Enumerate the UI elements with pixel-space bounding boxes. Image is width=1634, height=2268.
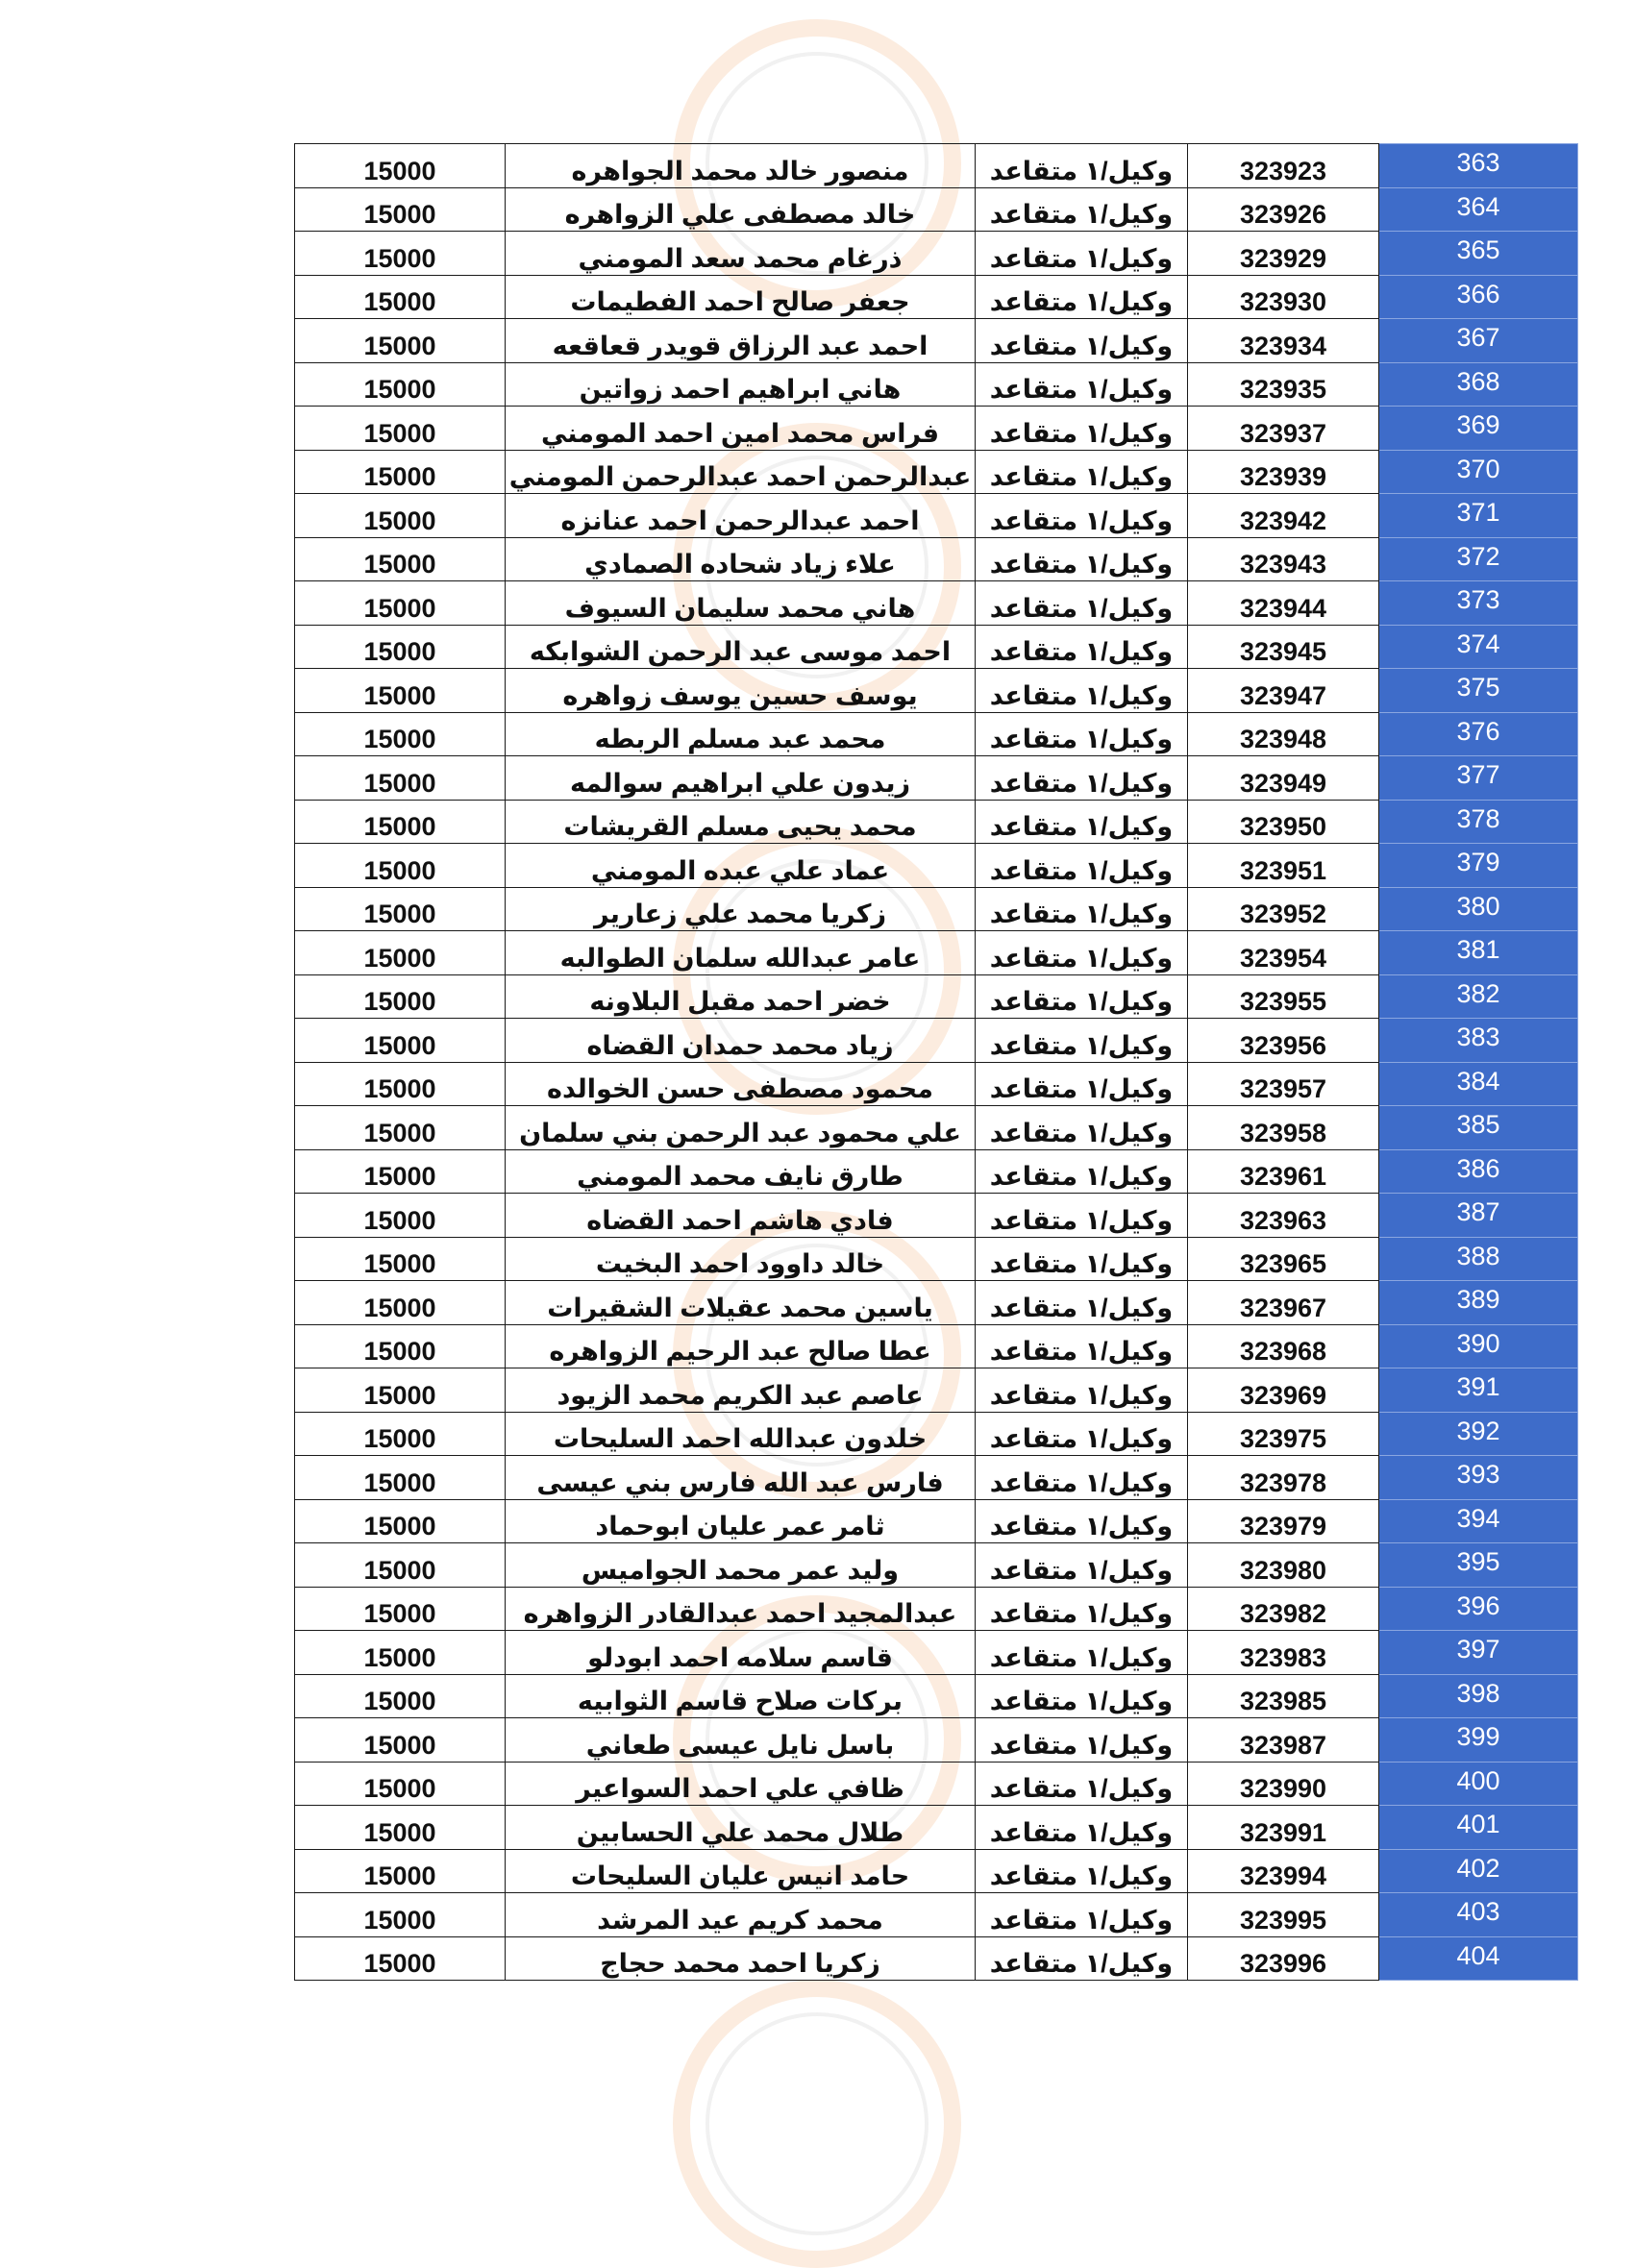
table-row [295, 1194, 1578, 1238]
amount-cell: 15000 [295, 1718, 506, 1763]
sequence-cell: 384 [1379, 1062, 1578, 1106]
watermark-clock [673, 1980, 961, 2268]
sequence-cell: 368 [1379, 362, 1578, 407]
rank-cell: وكيل/١ متقاعد [976, 362, 1188, 407]
sequence-cell: 370 [1379, 450, 1578, 494]
table-row [295, 712, 1578, 756]
id-number-cell: 323942 [1188, 494, 1379, 538]
sequence-cell: 403 [1379, 1893, 1578, 1937]
sequence-cell: 381 [1379, 931, 1578, 975]
id-number-cell: 323969 [1188, 1368, 1379, 1413]
name-cell: ذرغام محمد سعد المومني [506, 232, 976, 276]
table-row [295, 144, 1578, 188]
table-row [295, 1149, 1578, 1194]
id-number-cell: 323937 [1188, 407, 1379, 451]
id-number-cell: 323958 [1188, 1106, 1379, 1150]
rank-cell: وكيل/١ متقاعد [976, 1587, 1188, 1631]
sequence-cell: 396 [1379, 1587, 1578, 1631]
table-row [295, 1019, 1578, 1063]
amount-cell: 15000 [295, 1674, 506, 1718]
rank-cell: وكيل/١ متقاعد [976, 1281, 1188, 1325]
rank-cell: وكيل/١ متقاعد [976, 1762, 1188, 1806]
sequence-cell: 367 [1379, 319, 1578, 363]
id-number-cell: 323943 [1188, 537, 1379, 581]
name-cell: خالد مصطفى علي الزواهره [506, 187, 976, 232]
table-row [295, 1456, 1578, 1500]
sequence-cell: 378 [1379, 800, 1578, 844]
sequence-cell: 382 [1379, 974, 1578, 1019]
name-cell: احمد موسى عبد الرحمن الشوابكه [506, 625, 976, 669]
id-number-cell: 323930 [1188, 275, 1379, 319]
name-cell: وليد عمر محمد الجواميس [506, 1543, 976, 1588]
name-cell: زكريا احمد محمد حجاج [506, 1936, 976, 1981]
sequence-cell: 402 [1379, 1849, 1578, 1893]
rank-cell: وكيل/١ متقاعد [976, 1849, 1188, 1893]
amount-cell: 15000 [295, 581, 506, 626]
rank-cell: وكيل/١ متقاعد [976, 1368, 1188, 1413]
id-number-cell: 323948 [1188, 712, 1379, 756]
sequence-cell: 388 [1379, 1237, 1578, 1281]
amount-cell: 15000 [295, 1806, 506, 1850]
name-cell: باسل نايل عيسى طعاني [506, 1718, 976, 1763]
sequence-cell: 383 [1379, 1019, 1578, 1063]
sequence-cell: 385 [1379, 1106, 1578, 1150]
amount-cell: 15000 [295, 319, 506, 363]
id-number-cell: 323978 [1188, 1456, 1379, 1500]
amount-cell: 15000 [295, 232, 506, 276]
rank-cell: وكيل/١ متقاعد [976, 1631, 1188, 1675]
amount-cell: 15000 [295, 1936, 506, 1981]
table-row [295, 407, 1578, 451]
rank-cell: وكيل/١ متقاعد [976, 319, 1188, 363]
rank-cell: وكيل/١ متقاعد [976, 1149, 1188, 1194]
amount-cell: 15000 [295, 362, 506, 407]
amount-cell: 15000 [295, 1324, 506, 1368]
table-row [295, 1718, 1578, 1763]
table-row [295, 625, 1578, 669]
amount-cell: 15000 [295, 844, 506, 888]
rank-cell: وكيل/١ متقاعد [976, 1936, 1188, 1981]
amount-cell: 15000 [295, 669, 506, 713]
id-number-cell: 323995 [1188, 1893, 1379, 1937]
table-row [295, 1106, 1578, 1150]
rank-cell: وكيل/١ متقاعد [976, 1019, 1188, 1063]
rank-cell: وكيل/١ متقاعد [976, 1893, 1188, 1937]
rank-cell: وكيل/١ متقاعد [976, 887, 1188, 931]
id-number-cell: 323968 [1188, 1324, 1379, 1368]
rank-cell: وكيل/١ متقاعد [976, 1806, 1188, 1850]
amount-cell: 15000 [295, 275, 506, 319]
amount-cell: 15000 [295, 1237, 506, 1281]
rank-cell: وكيل/١ متقاعد [976, 537, 1188, 581]
amount-cell: 15000 [295, 144, 506, 188]
sequence-cell: 391 [1379, 1368, 1578, 1413]
sequence-cell: 364 [1379, 187, 1578, 232]
rank-cell: وكيل/١ متقاعد [976, 931, 1188, 975]
table-row [295, 275, 1578, 319]
rank-cell: وكيل/١ متقاعد [976, 1543, 1188, 1588]
sequence-cell: 394 [1379, 1499, 1578, 1543]
amount-cell: 15000 [295, 1019, 506, 1063]
id-number-cell: 323939 [1188, 450, 1379, 494]
table-row [295, 974, 1578, 1019]
amount-cell: 15000 [295, 1587, 506, 1631]
id-number-cell: 323929 [1188, 232, 1379, 276]
sequence-cell: 373 [1379, 581, 1578, 626]
amount-cell: 15000 [295, 712, 506, 756]
sequence-cell: 379 [1379, 844, 1578, 888]
sequence-cell: 365 [1379, 232, 1578, 276]
name-cell: زياد محمد حمدان القضاه [506, 1019, 976, 1063]
name-cell: عاصم عبد الكريم محمد الزيود [506, 1368, 976, 1413]
amount-cell: 15000 [295, 1281, 506, 1325]
id-number-cell: 323951 [1188, 844, 1379, 888]
rank-cell: وكيل/١ متقاعد [976, 494, 1188, 538]
name-cell: خلدون عبدالله احمد السليحات [506, 1412, 976, 1456]
name-cell: بركات صلاح قاسم الثوابيه [506, 1674, 976, 1718]
sequence-cell: 404 [1379, 1936, 1578, 1981]
id-number-cell: 323935 [1188, 362, 1379, 407]
name-cell: فراس محمد امين احمد المومني [506, 407, 976, 451]
rank-cell: وكيل/١ متقاعد [976, 1062, 1188, 1106]
amount-cell: 15000 [295, 931, 506, 975]
rank-cell: وكيل/١ متقاعد [976, 1456, 1188, 1500]
rank-cell: وكيل/١ متقاعد [976, 450, 1188, 494]
table-row [295, 1412, 1578, 1456]
sequence-cell: 395 [1379, 1543, 1578, 1588]
name-cell: عطا صالح عبد الرحيم الزواهره [506, 1324, 976, 1368]
sequence-cell: 389 [1379, 1281, 1578, 1325]
rank-cell: وكيل/١ متقاعد [976, 407, 1188, 451]
amount-cell: 15000 [295, 1762, 506, 1806]
id-number-cell: 323957 [1188, 1062, 1379, 1106]
rank-cell: وكيل/١ متقاعد [976, 800, 1188, 844]
id-number-cell: 323975 [1188, 1412, 1379, 1456]
name-cell: يوسف حسين يوسف زواهره [506, 669, 976, 713]
sequence-cell: 400 [1379, 1762, 1578, 1806]
id-number-cell: 323947 [1188, 669, 1379, 713]
id-number-cell: 323952 [1188, 887, 1379, 931]
rank-cell: وكيل/١ متقاعد [976, 1106, 1188, 1150]
id-number-cell: 323994 [1188, 1849, 1379, 1893]
id-number-cell: 323954 [1188, 931, 1379, 975]
name-cell: ظافي علي احمد السواعير [506, 1762, 976, 1806]
rank-cell: وكيل/١ متقاعد [976, 669, 1188, 713]
table-row [295, 1893, 1578, 1937]
name-cell: علاء زياد شحاده الصمادي [506, 537, 976, 581]
rank-cell: وكيل/١ متقاعد [976, 974, 1188, 1019]
table-row [295, 1631, 1578, 1675]
rank-cell: وكيل/١ متقاعد [976, 625, 1188, 669]
name-cell: محمد كريم عيد المرشد [506, 1893, 976, 1937]
amount-cell: 15000 [295, 1631, 506, 1675]
table-row [295, 450, 1578, 494]
name-cell: عبدالمجيد احمد عبدالقادر الزواهره [506, 1587, 976, 1631]
amount-cell: 15000 [295, 407, 506, 451]
table-row [295, 1368, 1578, 1413]
table-row [295, 800, 1578, 844]
table-row [295, 1806, 1578, 1850]
sequence-cell: 397 [1379, 1631, 1578, 1675]
table-row [295, 1543, 1578, 1588]
name-cell: ثامر عمر عليان ابوحماد [506, 1499, 976, 1543]
sequence-cell: 390 [1379, 1324, 1578, 1368]
table-row [295, 362, 1578, 407]
name-cell: هاني ابراهيم احمد زواتين [506, 362, 976, 407]
amount-cell: 15000 [295, 1194, 506, 1238]
name-cell: محمد يحيى مسلم القريشات [506, 800, 976, 844]
amount-cell: 15000 [295, 800, 506, 844]
table-row [295, 581, 1578, 626]
id-number-cell: 323965 [1188, 1237, 1379, 1281]
amount-cell: 15000 [295, 625, 506, 669]
id-number-cell: 323955 [1188, 974, 1379, 1019]
name-cell: فارس عبد الله فارس بني عيسى [506, 1456, 976, 1500]
sequence-cell: 363 [1379, 144, 1578, 188]
payment-list-table [294, 143, 1578, 1981]
id-number-cell: 323963 [1188, 1194, 1379, 1238]
table-row [295, 1849, 1578, 1893]
amount-cell: 15000 [295, 1368, 506, 1413]
rank-cell: وكيل/١ متقاعد [976, 1674, 1188, 1718]
name-cell: فادي هاشم احمد القضاه [506, 1194, 976, 1238]
id-number-cell: 323923 [1188, 144, 1379, 188]
amount-cell: 15000 [295, 1149, 506, 1194]
id-number-cell: 323945 [1188, 625, 1379, 669]
id-number-cell: 323949 [1188, 756, 1379, 801]
name-cell: طارق نايف محمد المومني [506, 1149, 976, 1194]
name-cell: حامد انيس عليان السليحات [506, 1849, 976, 1893]
sequence-cell: 393 [1379, 1456, 1578, 1500]
amount-cell: 15000 [295, 494, 506, 538]
amount-cell: 15000 [295, 450, 506, 494]
rank-cell: وكيل/١ متقاعد [976, 232, 1188, 276]
id-number-cell: 323985 [1188, 1674, 1379, 1718]
id-number-cell: 323944 [1188, 581, 1379, 626]
rank-cell: وكيل/١ متقاعد [976, 1412, 1188, 1456]
table-row [295, 1499, 1578, 1543]
amount-cell: 15000 [295, 1456, 506, 1500]
id-number-cell: 323982 [1188, 1587, 1379, 1631]
amount-cell: 15000 [295, 1062, 506, 1106]
amount-cell: 15000 [295, 1543, 506, 1588]
rank-cell: وكيل/١ متقاعد [976, 844, 1188, 888]
sequence-cell: 375 [1379, 669, 1578, 713]
sequence-cell: 376 [1379, 712, 1578, 756]
rank-cell: وكيل/١ متقاعد [976, 756, 1188, 801]
sequence-cell: 387 [1379, 1194, 1578, 1238]
name-cell: زيدون علي ابراهيم سوالمه [506, 756, 976, 801]
amount-cell: 15000 [295, 1106, 506, 1150]
table-row [295, 494, 1578, 538]
table-row [295, 756, 1578, 801]
amount-cell: 15000 [295, 187, 506, 232]
name-cell: محمد عبد مسلم الربطه [506, 712, 976, 756]
sequence-cell: 392 [1379, 1412, 1578, 1456]
table-row [295, 1762, 1578, 1806]
table-row [295, 887, 1578, 931]
name-cell: ياسين محمد عقيلات الشقيرات [506, 1281, 976, 1325]
id-number-cell: 323996 [1188, 1936, 1379, 1981]
table-row [295, 1237, 1578, 1281]
name-cell: عماد علي عبده المومني [506, 844, 976, 888]
id-number-cell: 323934 [1188, 319, 1379, 363]
id-number-cell: 323950 [1188, 800, 1379, 844]
table-row [295, 319, 1578, 363]
name-cell: احمد عبدالرحمن احمد عنانزه [506, 494, 976, 538]
sequence-cell: 371 [1379, 494, 1578, 538]
sequence-cell: 386 [1379, 1149, 1578, 1194]
sequence-cell: 366 [1379, 275, 1578, 319]
name-cell: احمد عبد الرزاق قويدر قعاقعه [506, 319, 976, 363]
amount-cell: 15000 [295, 756, 506, 801]
id-number-cell: 323983 [1188, 1631, 1379, 1675]
rank-cell: وكيل/١ متقاعد [976, 581, 1188, 626]
table-row [295, 537, 1578, 581]
table-row [295, 931, 1578, 975]
table-row [295, 187, 1578, 232]
id-number-cell: 323967 [1188, 1281, 1379, 1325]
amount-cell: 15000 [295, 887, 506, 931]
rank-cell: وكيل/١ متقاعد [976, 1194, 1188, 1238]
table-row [295, 1324, 1578, 1368]
rank-cell: وكيل/١ متقاعد [976, 275, 1188, 319]
name-cell: قاسم سلامه احمد ابودلو [506, 1631, 976, 1675]
sequence-cell: 377 [1379, 756, 1578, 801]
name-cell: جعفر صالح احمد الفطيمات [506, 275, 976, 319]
id-number-cell: 323987 [1188, 1718, 1379, 1763]
amount-cell: 15000 [295, 1849, 506, 1893]
id-number-cell: 323991 [1188, 1806, 1379, 1850]
rank-cell: وكيل/١ متقاعد [976, 1499, 1188, 1543]
table-row [295, 1674, 1578, 1718]
sequence-cell: 398 [1379, 1674, 1578, 1718]
id-number-cell: 323961 [1188, 1149, 1379, 1194]
id-number-cell: 323926 [1188, 187, 1379, 232]
amount-cell: 15000 [295, 1499, 506, 1543]
rank-cell: وكيل/١ متقاعد [976, 187, 1188, 232]
table-row [295, 1062, 1578, 1106]
name-cell: طلال محمد علي الحسابين [506, 1806, 976, 1850]
name-cell: منصور خالد محمد الجواهره [506, 144, 976, 188]
name-cell: زكريا محمد علي زعارير [506, 887, 976, 931]
id-number-cell: 323979 [1188, 1499, 1379, 1543]
name-cell: عامر عبدالله سلمان الطوالبه [506, 931, 976, 975]
id-number-cell: 323956 [1188, 1019, 1379, 1063]
rank-cell: وكيل/١ متقاعد [976, 1718, 1188, 1763]
rank-cell: وكيل/١ متقاعد [976, 712, 1188, 756]
sequence-cell: 399 [1379, 1718, 1578, 1763]
amount-cell: 15000 [295, 1412, 506, 1456]
name-cell: عبدالرحمن احمد عبدالرحمن المومني [506, 450, 976, 494]
amount-cell: 15000 [295, 537, 506, 581]
name-cell: محمود مصطفى حسن الخوالده [506, 1062, 976, 1106]
table-row [295, 1281, 1578, 1325]
rank-cell: وكيل/١ متقاعد [976, 144, 1188, 188]
sequence-cell: 401 [1379, 1806, 1578, 1850]
table-row [295, 1936, 1578, 1981]
name-cell: هاني محمد سليمان السيوف [506, 581, 976, 626]
amount-cell: 15000 [295, 1893, 506, 1937]
sequence-cell: 372 [1379, 537, 1578, 581]
table-row [295, 669, 1578, 713]
table-body [295, 144, 1578, 1981]
name-cell: خالد داوود احمد البخيت [506, 1237, 976, 1281]
rank-cell: وكيل/١ متقاعد [976, 1237, 1188, 1281]
name-cell: علي محمود عبد الرحمن بني سلمان [506, 1106, 976, 1150]
sequence-cell: 380 [1379, 887, 1578, 931]
sequence-cell: 374 [1379, 625, 1578, 669]
table-row [295, 232, 1578, 276]
table-row [295, 844, 1578, 888]
id-number-cell: 323980 [1188, 1543, 1379, 1588]
rank-cell: وكيل/١ متقاعد [976, 1324, 1188, 1368]
table-row [295, 1587, 1578, 1631]
sequence-cell: 369 [1379, 407, 1578, 451]
id-number-cell: 323990 [1188, 1762, 1379, 1806]
name-cell: خضر احمد مقبل البلاونه [506, 974, 976, 1019]
amount-cell: 15000 [295, 974, 506, 1019]
